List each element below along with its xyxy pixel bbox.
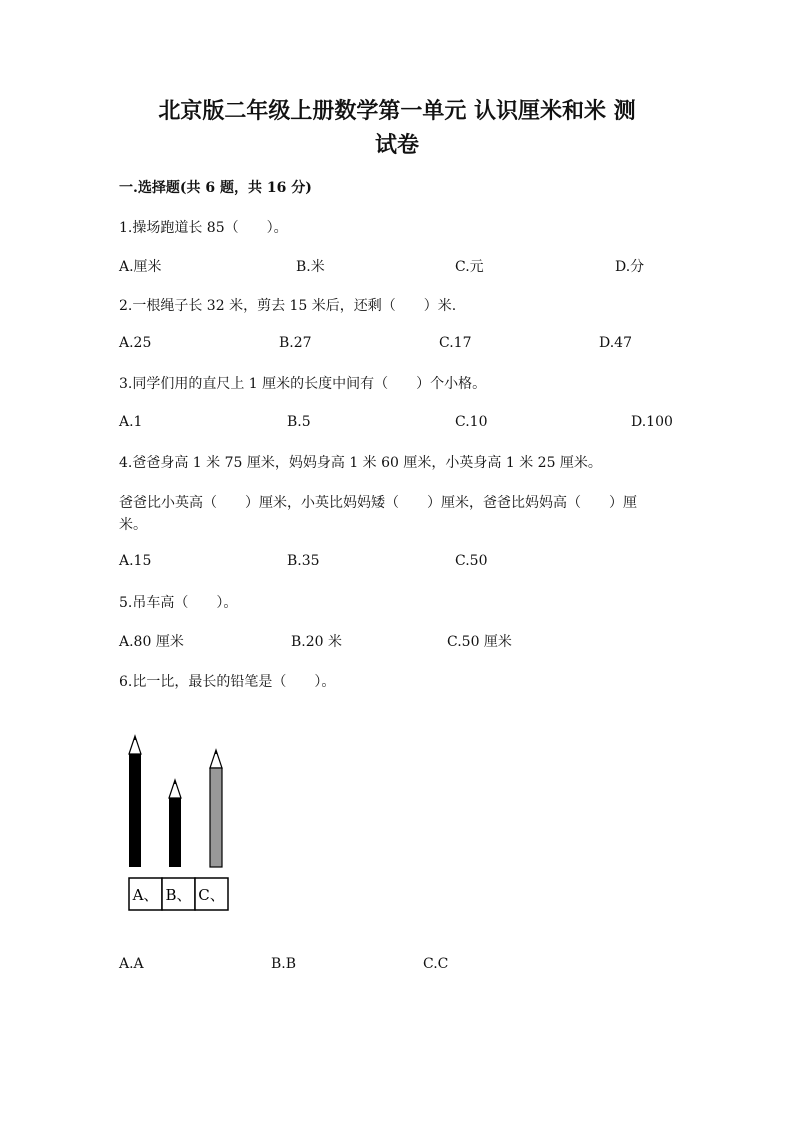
question-5: 5.吊车高（ ）。 <box>119 595 238 611</box>
question-4-subtext: 爸爸比小英高（ ）厘米，小英比妈妈矮（ ）厘米，爸爸比妈妈高（ ）厘米。 <box>119 495 637 533</box>
option-b[interactable]: B.27 <box>279 335 312 351</box>
option-c[interactable]: C.50 厘米 <box>447 634 512 650</box>
question-4-options <box>119 553 679 575</box>
option-c[interactable]: C.C <box>423 956 449 972</box>
question-3: 3.同学们用的直尺上 1 厘米的长度中间有（ ）个小格。 <box>119 376 487 392</box>
option-b[interactable]: B.35 <box>287 553 320 569</box>
question-2-options <box>119 335 679 357</box>
question-4: 4.爸爸身高 1 米 75 厘米，妈妈身高 1 米 60 厘米，小英身高 1 米 25 厘米。 <box>119 455 602 471</box>
question-1-options <box>119 256 679 278</box>
title-line-2: 试卷 <box>374 132 419 158</box>
option-a[interactable]: A.80 厘米 <box>119 634 184 650</box>
label-c: C、 <box>198 886 225 904</box>
section-heading: 一.选择题(共 6 题，共 16 分) <box>119 180 312 196</box>
option-b[interactable]: B.20 米 <box>291 634 343 650</box>
pencil-b <box>169 780 181 867</box>
label-a: A、 <box>132 886 159 904</box>
question-5-options <box>119 631 679 653</box>
option-d[interactable]: D.47 <box>599 335 632 351</box>
option-b[interactable]: B.米 <box>296 259 325 275</box>
pencils-illustration <box>124 732 234 912</box>
option-c[interactable]: C.50 <box>455 553 488 569</box>
option-d[interactable]: D.分 <box>615 259 645 275</box>
question-3-options <box>119 414 679 436</box>
option-a[interactable]: A.15 <box>119 553 152 569</box>
pencil-b-body <box>169 798 181 867</box>
label-b: B、 <box>165 886 192 904</box>
option-c[interactable]: C.元 <box>455 259 484 275</box>
option-a[interactable]: A.1 <box>119 414 143 430</box>
pencil-a-body <box>129 754 141 867</box>
option-a[interactable]: A.25 <box>119 335 152 351</box>
pencil-c <box>210 750 222 867</box>
question-6-options <box>119 956 679 978</box>
option-c[interactable]: C.17 <box>439 335 472 351</box>
option-a[interactable]: A.厘米 <box>119 259 162 275</box>
option-b[interactable]: B.5 <box>287 414 311 430</box>
pencil-c-body <box>210 768 222 867</box>
title-line-1: 北京版二年级上册数学第一单元 认识厘米和米 测 <box>158 98 636 124</box>
option-d[interactable]: D.100 <box>631 414 673 430</box>
page-title <box>120 94 674 162</box>
label-boxes <box>129 878 228 910</box>
option-c[interactable]: C.10 <box>455 414 488 430</box>
pencil-figure <box>124 732 234 912</box>
question-1: 1.操场跑道长 85（ ）。 <box>119 220 288 236</box>
option-a[interactable]: A.A <box>119 956 144 972</box>
question-2: 2.一根绳子长 32 米，剪去 15 米后，还剩（ ）米. <box>119 298 457 314</box>
pencil-a <box>129 736 141 867</box>
question-6: 6.比一比，最长的铅笔是（ ）。 <box>119 674 336 690</box>
option-b[interactable]: B.B <box>271 956 297 972</box>
